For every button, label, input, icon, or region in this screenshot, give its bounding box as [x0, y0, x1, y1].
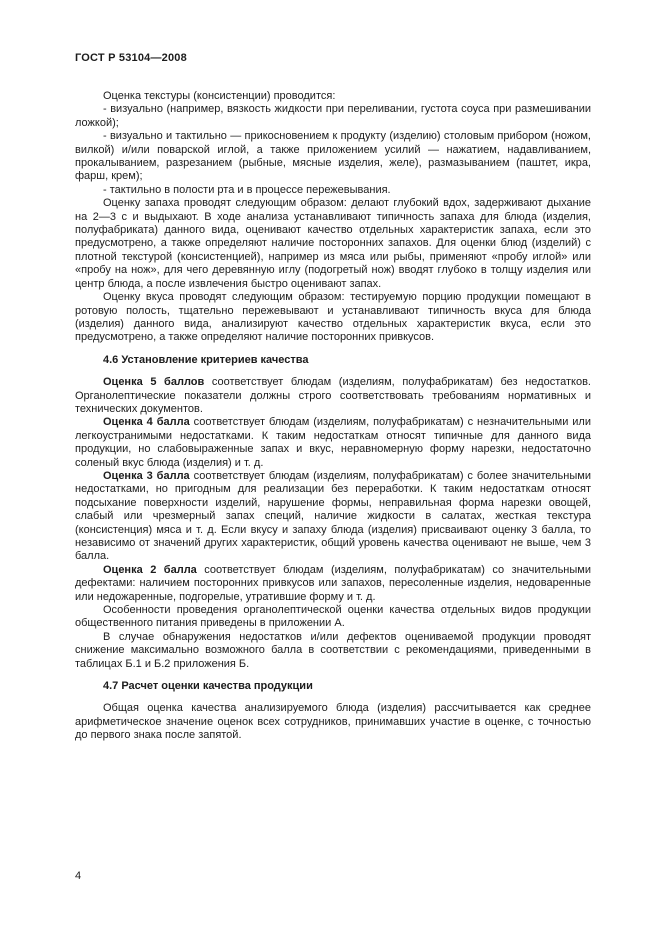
paragraph-lead: Оценка 2 балла	[103, 563, 197, 576]
section-heading-4-6: 4.6 Установление критериев качества	[103, 353, 309, 366]
paragraph-score-2	[75, 564, 591, 604]
paragraph-lead: Оценка 5 баллов	[103, 376, 205, 389]
list-item: - тактильно в полости рта и в процессе пережевывания.	[103, 183, 391, 196]
paragraph: Общая оценка качества анализируемого блюда (изделия) рассчитывается как среднее арифметическое значение оценок всех сотрудников, принимавших участие в оценке, с точностью до первого знака после запятой.	[75, 702, 591, 742]
paragraph-text: соответствует блюдам (изделиям, полуфабрикатам) с более значительными недостатками, но пригодным для реализации без переработки. К таким недостаткам относят подсыхание поверхности изделий, нарушение формы, неправильная форма нарезки овощей, слабый или чрезмерный запах специй, наличие жидкости в салатах, жесткая текстура (консистенция) мяса и т. д. Если вкусу и запаху блюда (изделия) присваивают оценку 3 балла, то независимо от значений других характеристик, общий уровень качества оценивают не выше, чем 3 балла.	[75, 469, 591, 563]
paragraph-score-4	[75, 416, 591, 470]
document-body	[75, 90, 591, 743]
page-number: 4	[75, 870, 82, 882]
paragraph-text: соответствует блюдам (изделиям, полуфабрикатам) со значительными дефектами: наличием посторонних привкусов или запахов, пересоленные изделия, недоваренные или недожаренные, подгорелые, утратившие форму и т. д.	[75, 563, 591, 603]
list-item: - визуально и тактильно — прикосновением к продукту (изделию) столовым прибором (ножом, вилкой) и/или поварской иглой, а также приложением усилий — нажатием, надавливанием, прокалыванием, разрезанием (рыбные, мясные изделия, желе), размазыванием (паштет, икра, фарш, крем);	[75, 130, 591, 183]
section-heading-4-7: 4.7 Расчет оценки качества продукции	[103, 680, 313, 693]
paragraph: Оценка текстуры (консистенции) проводится:	[103, 90, 336, 102]
paragraph-lead: Оценка 4 балла	[103, 416, 190, 429]
paragraph-lead: Оценка 3 балла	[103, 469, 190, 482]
paragraph: Оценку вкуса проводят следующим образом: тестируемую порцию продукции помещают в ротовую полость, тщательно пережевывают и устанавливают типичность вкуса для блюда (изделия) данного вида, анализируют качество отдельных характеристик вкуса, если это предусмотрено, а также определяют наличие посторонних привкусов.	[75, 291, 591, 344]
list-item: - визуально (например, вязкость жидкости при переливании, густота соуса при размешивании ложкой);	[75, 103, 591, 129]
paragraph-text: соответствует блюдам (изделиям, полуфабрикатам) с незначительными или легкоустранимыми недостатками. К таким недостаткам относят типичные для данного вида продукции, но слабовыраженные запах и вкус, неравномерную форму нарезки, недостаточно соленый вкус блюда (изделия) и т. д.	[75, 416, 591, 469]
paragraph-score-3	[75, 470, 591, 564]
paragraph: В случае обнаружения недостатков и/или дефектов оцениваемой продукции проводят снижение максимально возможного балла в соответствии с рекомендациями, приведенными в таблицах Б.1 и Б.2 приложения Б.	[75, 630, 591, 670]
doc-number: ГОСТ Р 53104—2008	[75, 52, 187, 64]
paragraph: Особенности проведения органолептической оценки качества отдельных видов продукции общественного питания приведены в приложении А.	[75, 604, 591, 630]
paragraph-text: соответствует блюдам (изделиям, полуфабрикатам) без недостатков. Органолептические показатели должны строго соответствовать требованиям нормативных и технических документов.	[75, 376, 591, 415]
paragraph: Оценку запаха проводят следующим образом: делают глубокий вдох, задерживают дыхание на 2—3 с и выдыхают. В ходе анализа устанавливают типичность запаха для блюда (изделия, полуфабриката) данного вида, оценивают качество отдельных характеристик запаха, если это предусмотрено, а также определяют наличие посторонних запахов. Для оценки блюд (изделий) с плотной текстурой (консистенцией), например из мяса или рыбы, применяют «пробу иглой» или «пробу на нож», для чего деревянную иглу (подогретый нож) вводят глубоко в толщу изделия или центр блюда, а после извлечения быстро оценивают запах.	[75, 197, 591, 290]
paragraph-score-5	[75, 376, 591, 416]
